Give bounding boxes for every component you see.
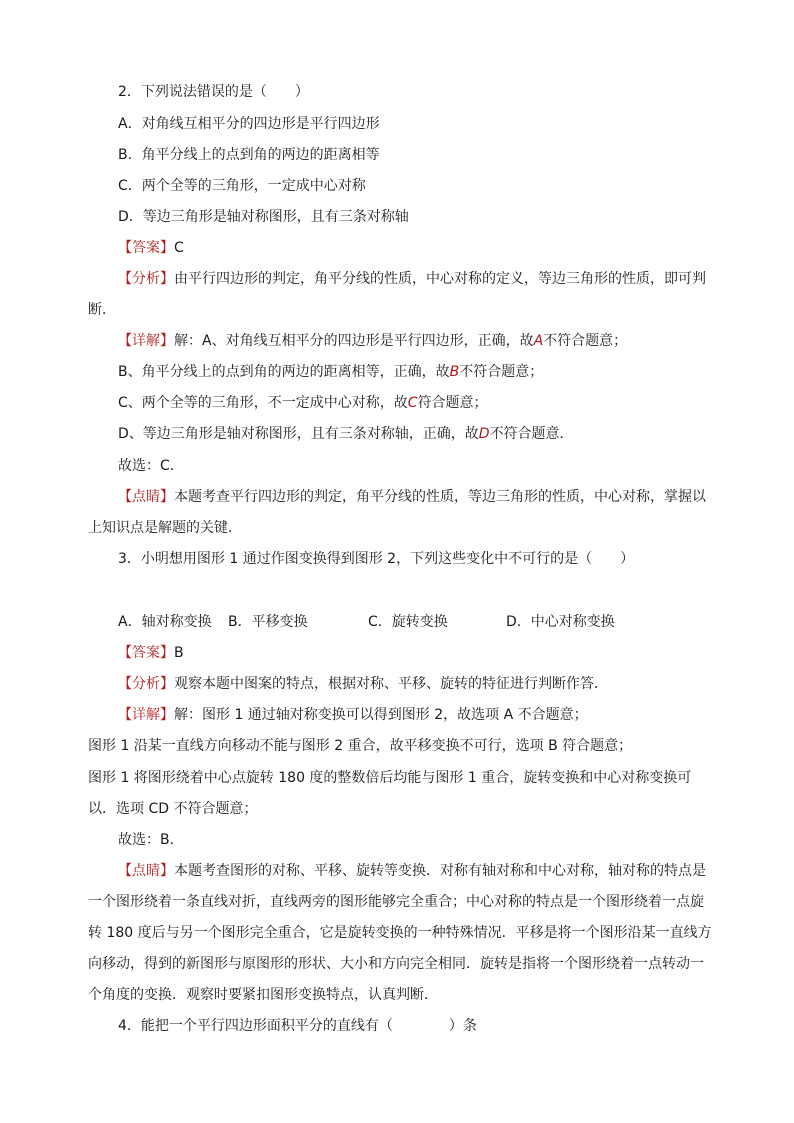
detail-var: C xyxy=(407,395,418,411)
q3-comment-cont-3: 向移动，得到的新图形与原图形的形状、大小和方向完全相同．旋转是指将一个图形绕着一点转动一 xyxy=(88,956,704,972)
answer-tag: 【答案】 xyxy=(118,645,174,661)
analysis-text: 由平行四边形的判定，角平分线的性质，中心对称的定义，等边三角形的性质，即可判 xyxy=(174,271,706,287)
q2-option-d: D．等边三角形是轴对称图形，且有三条对称轴 xyxy=(118,209,409,225)
q2-option-b: B．角平分线上的点到角的两边的距离相等 xyxy=(118,147,380,163)
q2-choose: 故选：C． xyxy=(118,458,184,474)
q3-detail-3: 图形 1 将图形绕着中心点旋转 180 度的整数倍后均能与图形 1 重合，旋转变换和中心对称变换可 xyxy=(88,770,692,786)
detail-var: D xyxy=(478,426,490,442)
q3-answer xyxy=(118,643,184,663)
detail-text: B、角平分线上的点到角的两边的距离相等，正确，故 xyxy=(118,364,450,380)
comment-tag: 【点睛】 xyxy=(118,863,174,879)
q3-comment-cont-2: 转 180 度后与另一个图形完全重合，它是旋转变换的一种特殊情况．平移是将一个图形沿某一直线方 xyxy=(88,925,712,941)
answer-tag: 【答案】 xyxy=(118,240,174,256)
q3-option-c: C．旋转变换 xyxy=(368,614,448,630)
detail-text: 不符合题意； xyxy=(543,333,628,349)
answer-value: C xyxy=(174,240,184,256)
analysis-tag: 【分析】 xyxy=(118,271,174,287)
q3-analysis xyxy=(118,674,608,694)
q3-comment-cont-1: 一个图形绕着一条直线对折，直线两旁的图形能够完全重合；中心对称的特点是一个图形绕着一点旋 xyxy=(88,894,704,910)
detail-var: B xyxy=(449,364,460,380)
detail-text: D、等边三角形是轴对称图形，且有三条对称轴，正确，故 xyxy=(118,426,479,442)
q3-stem: 3．小明想用图形 1 通过作图变换得到图形 2，下列这些变化中不可行的是（ ） xyxy=(118,551,635,567)
q2-comment-cont: 上知识点是解题的关键． xyxy=(88,520,242,536)
detail-text: 不符合题意． xyxy=(489,426,574,442)
q3-comment xyxy=(118,861,706,881)
detail-text: 符合题意； xyxy=(417,395,488,411)
detail-tag: 【详解】 xyxy=(118,333,174,349)
q3-option-d: D．中心对称变换 xyxy=(506,614,615,630)
q2-answer xyxy=(118,238,184,258)
q3-option-a: A．轴对称变换 xyxy=(118,614,212,630)
q3-comment-cont-4: 个角度的变换．观察时要紧扣图形变换特点，认真判断． xyxy=(88,987,438,1003)
answer-value: B xyxy=(174,645,184,661)
q2-detail-4 xyxy=(118,424,574,444)
comment-text: 本题考查平行四边形的判定，角平分线的性质，等边三角形的性质，中心对称，掌握以 xyxy=(174,489,706,505)
q3-detail-4: 以．选项 CD 不符合题意； xyxy=(88,801,258,817)
detail-var: A xyxy=(533,333,544,349)
detail-text: C、两个全等的三角形，不一定成中心对称，故 xyxy=(118,395,408,411)
q2-detail-2 xyxy=(118,362,543,382)
q2-stem: 2．下列说法错误的是（ ） xyxy=(118,84,309,100)
q2-detail-3 xyxy=(118,393,488,413)
q3-option-b: B．平移变换 xyxy=(228,614,308,630)
analysis-text: 观察本题中图案的特点，根据对称、平移、旋转的特征进行判断作答． xyxy=(174,676,608,692)
q2-analysis xyxy=(118,269,706,289)
q2-analysis-cont: 断． xyxy=(88,302,116,318)
q3-detail-1 xyxy=(118,705,588,725)
q2-option-a: A．对角线互相平分的四边形是平行四边形 xyxy=(118,116,380,132)
q2-option-c: C．两个全等的三角形，一定成中心对称 xyxy=(118,178,366,194)
detail-text: 解：A、对角线互相平分的四边形是平行四边形，正确，故 xyxy=(174,333,534,349)
q3-choose: 故选：B． xyxy=(118,832,184,848)
q2-detail-1 xyxy=(118,331,627,351)
q2-comment xyxy=(118,487,706,507)
detail-text: 解：图形 1 通过轴对称变换可以得到图形 2，故选项 A 不合题意； xyxy=(174,707,588,723)
detail-tag: 【详解】 xyxy=(118,707,174,723)
comment-tag: 【点睛】 xyxy=(118,489,174,505)
q3-detail-2: 图形 1 沿某一直线方向移动不能与图形 2 重合，故平移变换不可行，选项 B 符合题意； xyxy=(88,738,633,754)
detail-text: 不符合题意； xyxy=(459,364,544,380)
q3-options xyxy=(118,612,615,632)
comment-text: 本题考查图形的对称、平移、旋转等变换．对称有轴对称和中心对称，轴对称的特点是 xyxy=(174,863,706,879)
q4-stem: 4．能把一个平行四边形面积平分的直线有（ ）条 xyxy=(118,1018,477,1034)
analysis-tag: 【分析】 xyxy=(118,676,174,692)
